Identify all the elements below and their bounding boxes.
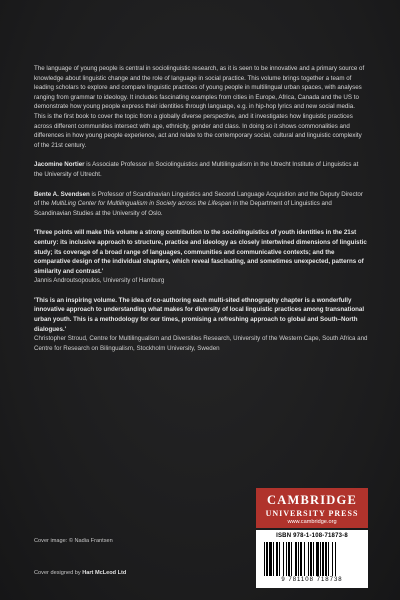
editor-bio-text: in the Department of Linguistics and Scandinavian Studies at the University of Oslo.	[34, 200, 332, 217]
cover-design-prefix: Cover designed by	[34, 570, 83, 576]
editor-bio-text: is Associate Professor in Sociolinguistics and Multilingualism in the Utrecht Institute of Linguistics at the University of Utrecht.	[34, 161, 359, 178]
publisher-name-line2: UNIVERSITY PRESS	[265, 509, 359, 518]
endorsement	[34, 228, 368, 286]
endorsement-quote: 'Three points will make this volume a strong contribution to the sociolinguistics of youth identities in the 21st century: its inclusive approach to structure, practice and ideology as closely intertwined dimensions of linguistic study; its coverage of a broad range of languages, communities and communicative contexts; and the comparative design of the individual chapters, which reveal fascinating, and sometimes unexpected, patterns of similarity and contrast.'	[34, 229, 367, 275]
publisher-name-line1: CAMBRIDGE	[267, 493, 357, 507]
book-description: The language of young people is central in sociolinguistic research, as it is seen to be innovative and a primary source of knowledge about linguistic change and the role of language in social practice. This volume brings together a team of leading scholars to explore and compare linguistic practices of young people in multilingual urban spaces, with analyses ranging from grammar to ideology. It includes fascinating examples from cities in Europe, Africa, Canada and the US to demonstrate how young people express their identities through language, e.g. in hip-hop lyrics and new social media. This is the first book to cover the topic from a globally diverse perspective, and it investigates how linguistic practices across different communities intersect with age, ethnicity, gender and class. In doing so it shows commonalities and differences in how young people experience, act and relate to the contemporary social, cultural and linguistic complexity of the 21st century.	[34, 65, 365, 149]
editor-bio-svendsen	[34, 190, 368, 219]
endorsement	[34, 296, 368, 354]
publisher-url: www.cambridge.org	[287, 519, 337, 525]
isbn-barcode	[256, 530, 368, 588]
publisher-logo	[256, 488, 368, 528]
endorsement-quote: 'This is an inspiring volume. The idea of co-authoring each multi-sited ethnography chapter is a wonderfully innovative approach to understanding what makes for diversity of local linguistic practices among transnational urban youth. This is a methodology for our times, promising a refreshing approach to global and South–North dialogues.'	[34, 296, 365, 333]
cover-image-credit: Cover image: © Nadia Frantsen	[34, 538, 113, 544]
center-name: MultiLing Center for Multilingualism in Society across the Lifespan	[51, 200, 232, 208]
editor-bio-nortier	[34, 160, 368, 179]
barcode-number: 9 781108 718738	[281, 577, 343, 583]
isbn-label: ISBN 978-1-108-71873-8	[276, 533, 348, 539]
cover-design-credit	[34, 570, 126, 576]
cover-designer: Hart McLeod Ltd	[82, 570, 127, 576]
back-cover-text	[34, 64, 368, 363]
barcode-icon	[264, 542, 360, 576]
editor-bio-text: is Professor of Scandinavian Linguistics and Second Language Acquisition and the Deputy Director of the	[34, 190, 363, 208]
endorsement-attribution: Jannis Androutsopoulos, University of Hamburg	[34, 277, 165, 285]
editor-name: Jacomine Nortier	[34, 161, 85, 169]
editor-name: Bente A. Svendsen	[34, 190, 90, 198]
endorsement-attribution: Christopher Stroud, Centre for Multilingualism and Diversities Research, University of the Western Cape, South Africa and Centre for Research on Bilingualism, Stockholm University, Sweden	[34, 335, 368, 352]
